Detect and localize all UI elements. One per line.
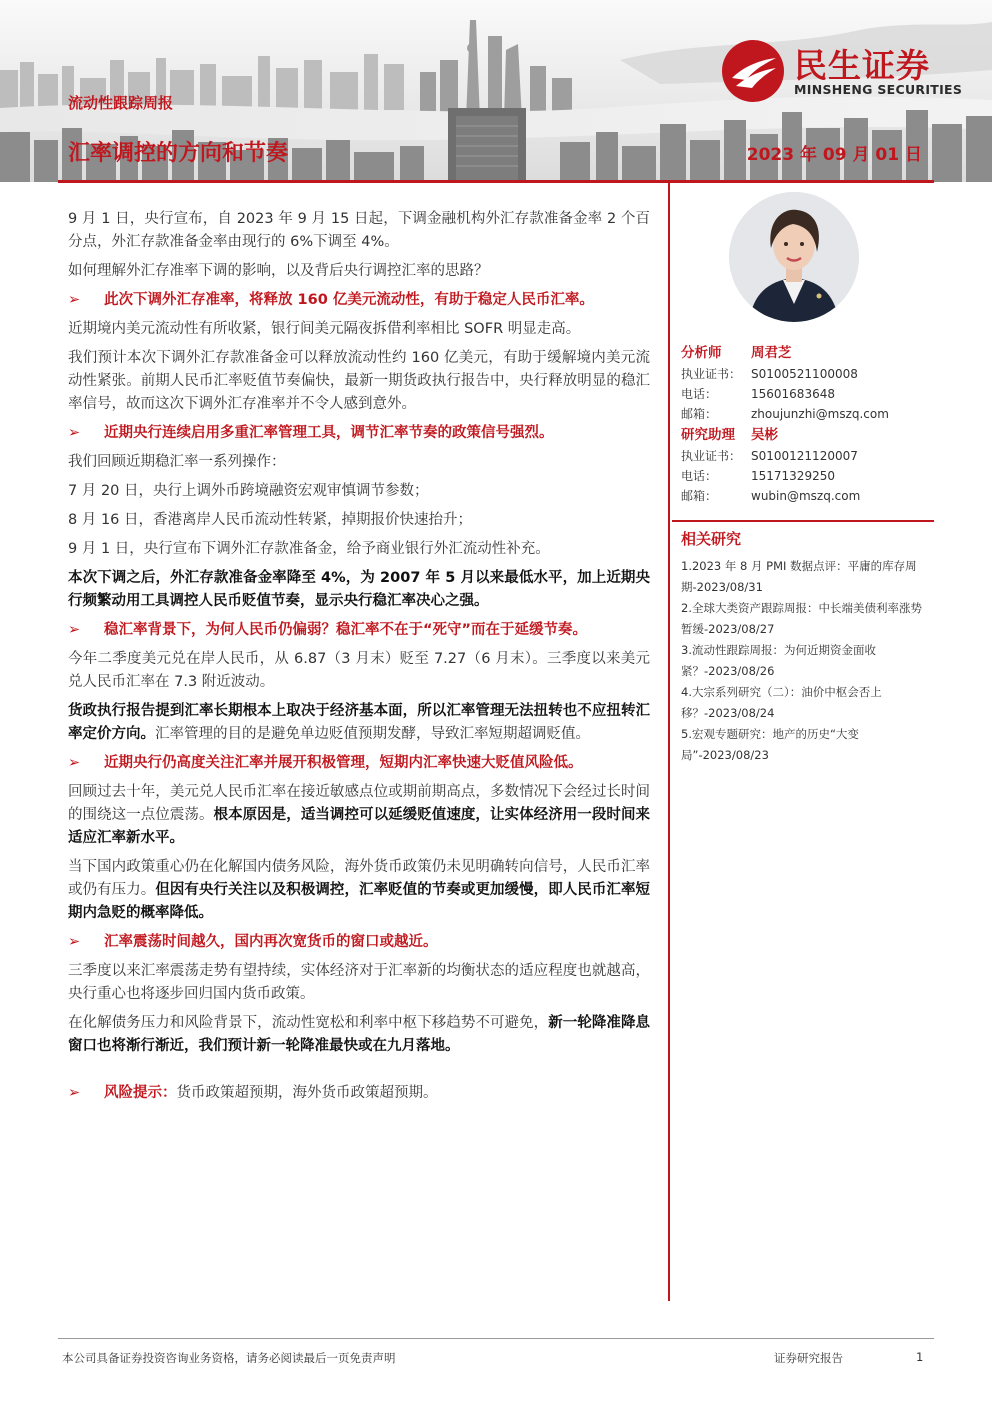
related-research-item[interactable]: 3.流动性跟踪周报：为何近期资金面收紧？-2023/08/26: [681, 643, 876, 678]
paragraph-bold: 本次下调之后，外汇存款准备金率降至 4%，为 2007 年 5 月以来最低水平，加上近期央行频繁动用工具调控人民币贬值节奏，显示央行稳汇率决心之强。: [68, 570, 650, 609]
paragraph: 当下国内政策重心仍在化解国内债务风险，海外货币政策仍未见明确转向信号，人民币汇率或仍有压力。但因有央行关注以及积极调控，汇率贬值的节奏或更加缓慢，即人民币汇率短期内急贬的概率降低。: [68, 859, 651, 921]
paragraph: 今年二季度美元兑在岸人民币，从 6.87（3 月末）贬至 7.27（6 月末）。三季度以来美元兑人民币汇率在 7.3 附近波动。: [68, 651, 650, 690]
column-divider: [668, 183, 670, 1301]
related-research-list: [681, 556, 929, 766]
paragraph: 8 月 16 日，香港离岸人民币流动性转紧，掉期报价快速抬升；: [68, 512, 473, 528]
paragraph: 我们预计本次下调外汇存款准备金可以释放流动性约 160 亿美元，有助于缓解境内美元流动性紧张。前期人民币汇率贬值节奏偏快，最新一期货政执行报告中，央行释放明显的稳汇率信号，故而这次下调外汇存准率并不令人感到意外。: [68, 350, 650, 412]
analyst-2-email: 邮箱： wubin@mszq.com: [681, 489, 861, 503]
analyst-2-header: 研究助理 吴彬: [681, 427, 778, 443]
analyst-2-cert: 执业证书： S0100121120007: [681, 449, 858, 463]
analyst-portrait-image: [729, 192, 859, 322]
key-point-3: ➢ 稳汇率背景下，为何人民币仍偏弱？稳汇率不在于“死守”而在于延缓节奏。: [68, 619, 650, 642]
analyst-1-header: 分析师 周君芝: [681, 345, 792, 361]
logo-english-name: MINSHENG SECURITIES: [794, 82, 963, 97]
bullet-arrow-icon: ➢: [68, 425, 81, 441]
bullet-arrow-icon: ➢: [68, 292, 81, 308]
sidebar-divider: [672, 520, 934, 522]
related-research-item[interactable]: 1.2023 年 8 月 PMI 数据点评：平庸的库存周期-2023/08/31: [681, 559, 917, 594]
logo-chinese-name: 民生证券: [794, 46, 930, 85]
header-banner: [0, 0, 992, 182]
analyst-photo: [729, 192, 859, 322]
key-point-2: ➢ 近期央行连续启用多重汇率管理工具，调节汇率节奏的政策信号强烈。: [68, 422, 650, 445]
analyst-2-phone: 电话： 15171329250: [681, 469, 835, 483]
report-date: 2023 年 09 月 01 日: [746, 145, 922, 165]
report-type: 流动性跟踪周报: [68, 94, 174, 112]
paragraph: 在化解债务压力和风险背景下，流动性宽松和利率中枢下移趋势不可避免，新一轮降准降息窗口也将渐行渐近，我们预计新一轮降准最快或在九月落地。: [68, 1015, 651, 1054]
risk-warning: [68, 1082, 650, 1105]
related-research-item[interactable]: 4.大宗系列研究（二）：油价中枢会否上移？-2023/08/24: [681, 685, 882, 720]
bullet-arrow-icon: ➢: [68, 934, 81, 950]
footer-disclaimer: 本公司具备证券投资咨询业务资格，请务必阅读最后一页免责声明: [62, 1351, 396, 1365]
paragraph: 三季度以来汇率震荡走势有望持续，实体经济对于汇率新的均衡状态的适应程度也就越高，央行重心也将逐步回归国内货币政策。: [68, 963, 650, 1002]
footer-doc-type: 证券研究报告: [774, 1351, 843, 1365]
bullet-arrow-icon: ➢: [68, 622, 81, 638]
key-point-5: ➢ 汇率震荡时间越久，国内再次宽货币的窗口或越近。: [68, 931, 650, 954]
intro-paragraph: 9 月 1 日，央行宣布，自 2023 年 9 月 15 日起，下调金融机构外汇存款准备金率 2 个百分点，外汇存款准备金率由现行的 6%下调至 4%。: [68, 211, 650, 250]
related-research-title: 相关研究: [681, 530, 742, 548]
paragraph: 9 月 1 日，央行宣布下调外汇存款准备金，给予商业银行外汇流动性补充。: [68, 541, 550, 557]
paragraph: 货政执行报告提到汇率长期根本上取决于经济基本面，所以汇率管理无法扭转也不应扭转汇率定价方向。汇率管理的目的是避免单边贬值预期发酵，导致汇率短期超调贬值。: [68, 703, 650, 742]
analyst-1-cert: 执业证书： S0100521100008: [681, 367, 858, 381]
analyst-info: [681, 342, 931, 506]
risk-label: 风险提示：: [104, 1085, 177, 1101]
logo-emblem-icon: [720, 38, 786, 104]
paragraph: 回顾过去十年，美元兑人民币汇率在接近敏感点位或期前期高点，多数情况下会经过长时间的围绕这一点位震荡。根本原因是，适当调控可以延缓贬值速度，让实体经济用一段时间来适应汇率新水平。: [68, 784, 651, 846]
paragraph: 我们回顾近期稳汇率一系列操作：: [68, 454, 286, 470]
bullet-arrow-icon: ➢: [68, 755, 81, 771]
report-title: 汇率调控的方向和节奏: [68, 141, 289, 166]
analyst-1-email: 邮箱： zhoujunzhi@mszq.com: [681, 407, 889, 421]
footer-divider: [58, 1338, 934, 1339]
key-point-4: ➢ 近期央行仍高度关注汇率并展开积极管理，短期内汇率快速大贬值风险低。: [68, 752, 650, 775]
related-research-item[interactable]: 2.全球大类资产跟踪周报：中长端美债利率涨势暂缓-2023/08/27: [681, 601, 922, 636]
bullet-arrow-icon: ➢: [68, 1085, 81, 1101]
analyst-1-phone: 电话： 15601683648: [681, 387, 835, 401]
company-logo: [720, 38, 965, 102]
related-research-item[interactable]: 5.宏观专题研究：地产的历史“大变局”-2023/08/23: [681, 727, 859, 762]
intro-question: 如何理解外汇存准率下调的影响，以及背后央行调控汇率的思路？: [68, 263, 489, 279]
header-divider: [58, 180, 934, 183]
main-content: [68, 208, 650, 1105]
risk-text: 货币政策超预期，海外货币政策超预期。: [176, 1085, 438, 1101]
key-point-1: ➢ 此次下调外汇存准率，将释放 160 亿美元流动性，有助于稳定人民币汇率。: [68, 289, 650, 312]
paragraph: 7 月 20 日，央行上调外币跨境融资宏观审慎调节参数；: [68, 483, 429, 499]
paragraph: 近期境内美元流动性有所收紧，银行间美元隔夜拆借利率相比 SOFR 明显走高。: [68, 321, 581, 337]
page-number: 1: [916, 1350, 924, 1364]
